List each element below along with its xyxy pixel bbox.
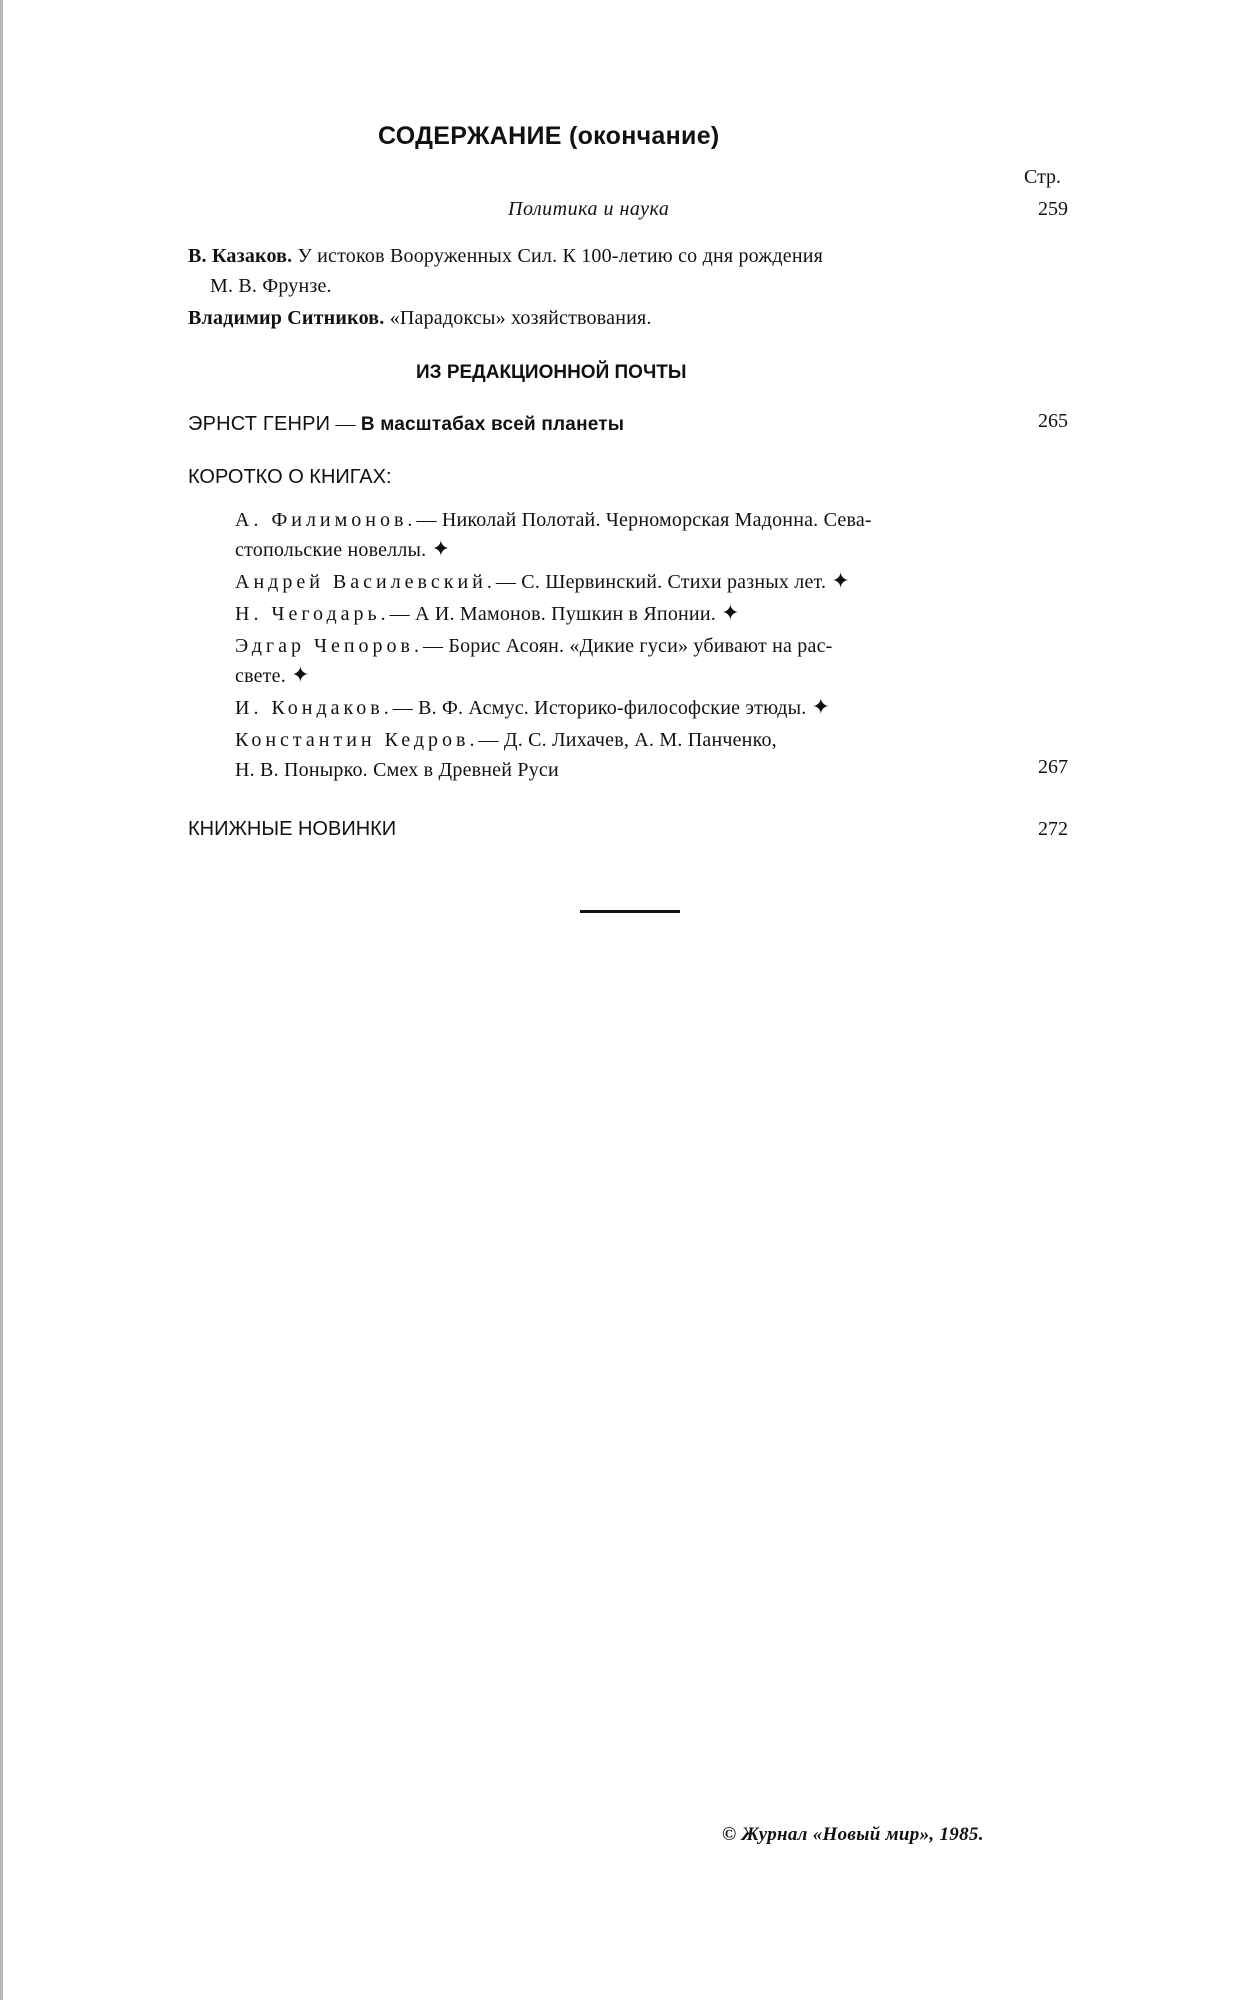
page-edge-line: [0, 0, 3, 2000]
section-divider: [580, 910, 680, 913]
review-author: И. Кондаков.: [235, 697, 393, 719]
entry-author: ЭРНСТ ГЕНРИ: [188, 413, 331, 435]
entry-genri: [188, 410, 624, 439]
review-cheporov-continued: [235, 662, 310, 690]
entry-title: «Парадоксы» хозяйствования.: [389, 307, 652, 329]
copyright-notice: © Журнал «Новый мир», 1985.: [722, 1824, 984, 1845]
review-kedrov: [235, 726, 777, 754]
entry-sitnikov: [188, 304, 652, 332]
review-filimonov: [235, 506, 872, 534]
page-number-politics: 259: [1038, 198, 1068, 220]
review-author: Н. Чегодарь.: [235, 603, 390, 625]
page-column-header: Стр.: [1024, 166, 1062, 188]
review-text: — С. Шервинский. Стихи разных лет.: [495, 571, 827, 593]
review-text: стопольские новеллы.: [235, 539, 427, 561]
star-divider-icon: ✦: [431, 537, 451, 562]
page-number-new-books: 272: [1038, 818, 1068, 840]
review-text: — Борис Асоян. «Дикие гуси» убивают на рас-: [422, 635, 833, 657]
review-text: — Д. С. Лихачев, А. М. Панченко,: [478, 729, 777, 751]
entry-title: В масштабах всей планеты: [360, 414, 625, 435]
review-author: Андрей Василевский.: [235, 571, 496, 593]
review-chegodar: [235, 600, 740, 628]
section-heading-new-books: КНИЖНЫЕ НОВИНКИ: [188, 818, 397, 840]
entry-kazakov: [188, 242, 823, 270]
star-divider-icon: ✦: [811, 695, 831, 720]
entry-kazakov-continued: М. В. Фрунзе.: [210, 275, 332, 297]
review-text: — А И. Мамонов. Пушкин в Японии.: [389, 603, 716, 625]
review-author: А. Филимонов.: [235, 509, 417, 531]
review-kedrov-continued: Н. В. Понырко. Смех в Древней Руси: [235, 759, 559, 781]
review-author: Эдгар Чепоров.: [235, 635, 423, 657]
page-number-mail: 265: [1038, 410, 1068, 432]
page-title: СОДЕРЖАНИЕ (окончание): [378, 122, 720, 150]
star-divider-icon: ✦: [291, 663, 310, 688]
entry-author: В. Казаков.: [188, 245, 293, 267]
entry-dash: —: [335, 413, 356, 435]
section-heading-politics: Политика и наука: [508, 198, 670, 220]
review-cheporov: [235, 632, 833, 660]
review-text: — Николай Полотай. Черноморская Мадонна. Сева-: [416, 509, 872, 531]
section-heading-books: КОРОТКО О КНИГАХ:: [188, 466, 392, 488]
entry-title: У истоков Вооруженных Сил. К 100-летию со дня рождения: [297, 245, 824, 267]
review-filimonov-continued: [235, 536, 450, 564]
section-heading-mail: ИЗ РЕДАКЦИОННОЙ ПОЧТЫ: [416, 362, 687, 383]
review-text: — В. Ф. Асмус. Историко-философские этюды.: [392, 697, 807, 719]
review-text: свете.: [235, 665, 286, 687]
star-divider-icon: ✦: [721, 601, 740, 626]
review-author: Константин Кедров.: [235, 729, 479, 751]
review-vasilevsky: [235, 568, 850, 596]
entry-author: Владимир Ситников.: [188, 307, 385, 329]
page-number-books: 267: [1038, 756, 1068, 778]
review-kondakov: [235, 694, 830, 722]
star-divider-icon: ✦: [831, 569, 851, 594]
